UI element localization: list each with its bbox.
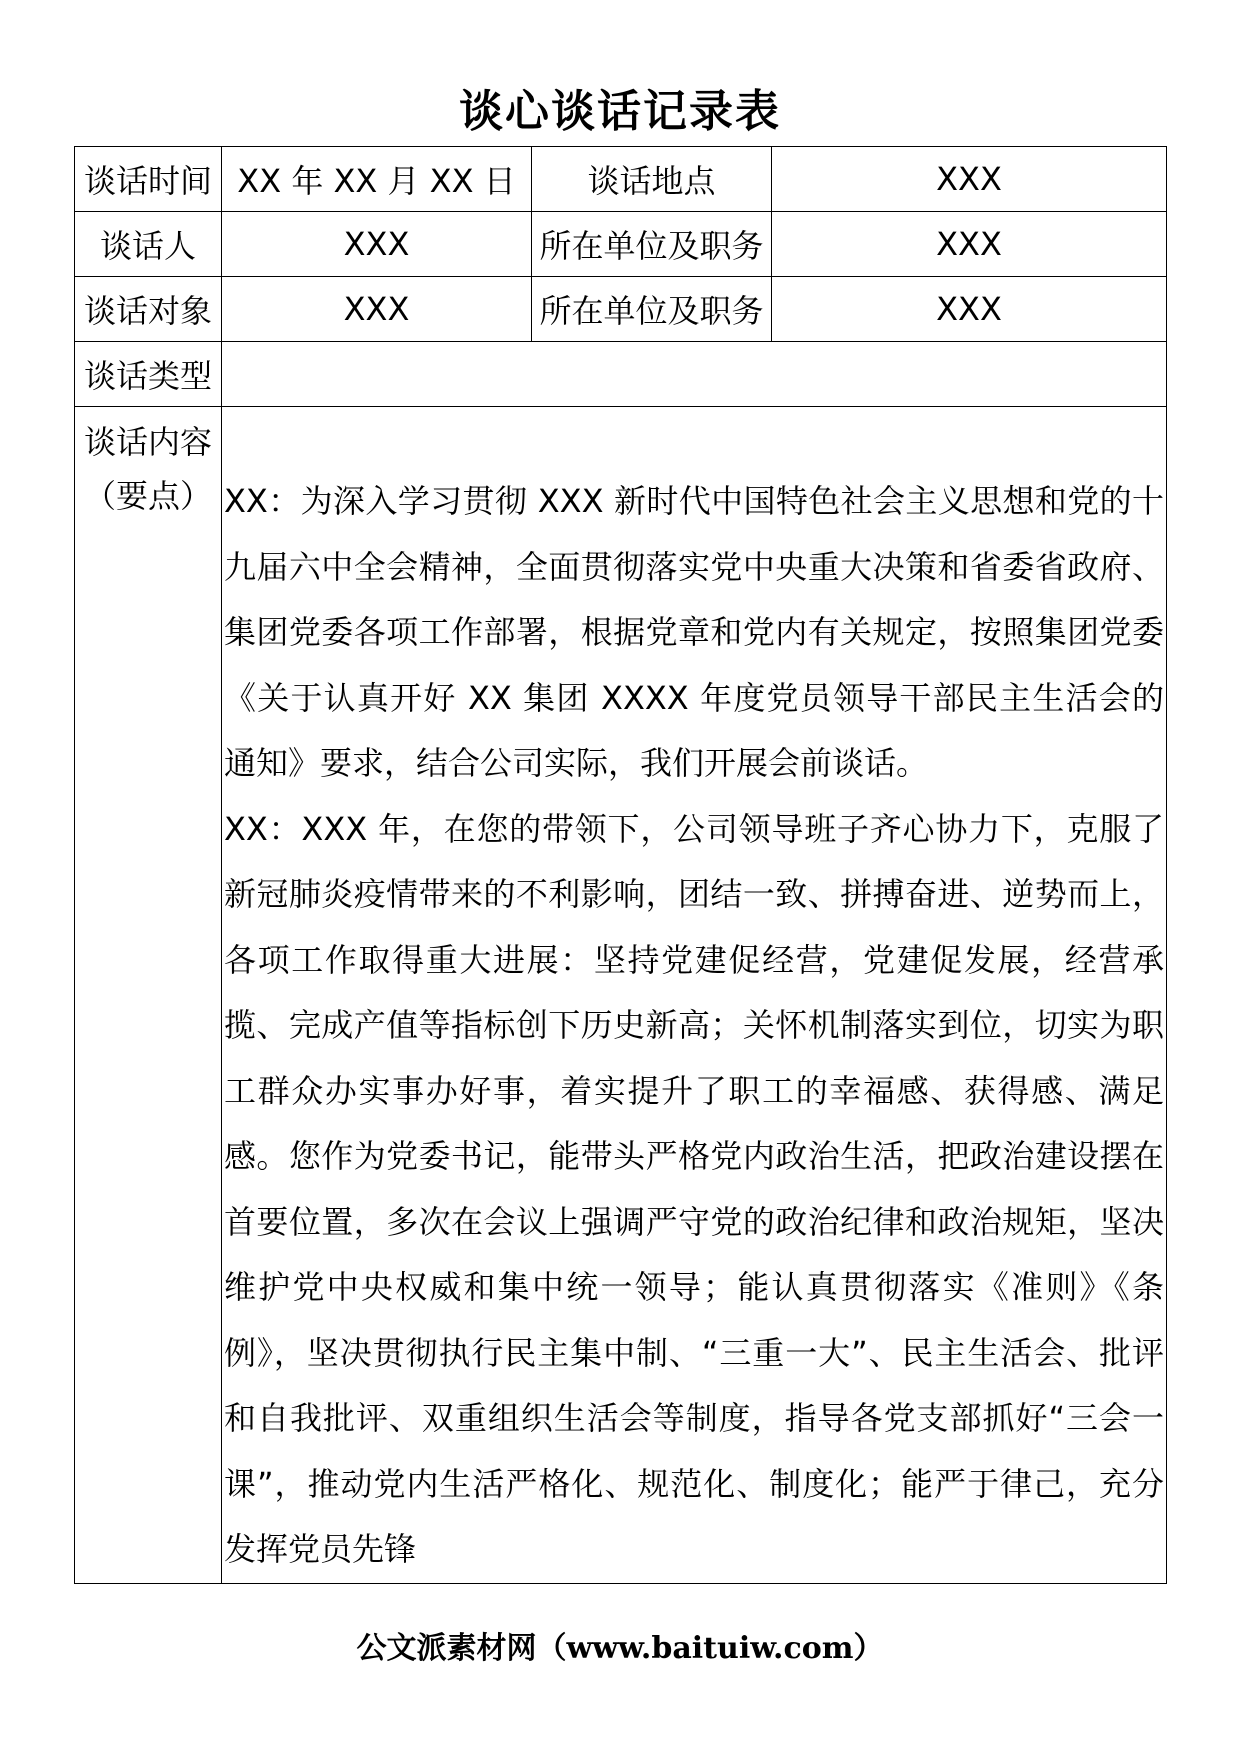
label-target-position: 所在单位及职务 [532,277,772,342]
footer-watermark: 公文派素材网（www.baituiw.com） [356,1631,884,1666]
value-target: XXX [222,277,532,342]
row-content [75,407,1167,1584]
label-talk-location: 谈话地点 [532,147,772,212]
label-talk-type: 谈话类型 [75,342,222,407]
value-talk-type [222,342,1167,407]
value-speaker-position: XXX [772,212,1167,277]
value-target-position: XXX [772,277,1167,342]
label-target: 谈话对象 [75,277,222,342]
label-speaker-position: 所在单位及职务 [532,212,772,277]
label-talk-time: 谈话时间 [75,147,222,212]
talk-content-body [222,407,1167,1584]
row-type [75,342,1167,407]
label-talk-content-line2: （要点） [83,477,212,515]
value-talk-location: XXX [772,147,1167,212]
row-speaker [75,212,1167,277]
label-talk-content [75,407,222,1584]
content-paragraph: XX：XXX 年，在您的带领下，公司领导班子齐心协力下，克服了新冠肺炎疫情带来的不利影响，团结一致、拼搏奋进、逆势而上，各项工作取得重大进展：坚持党建促经营，党建促发展，经营承揽、完成产值等指标创下历史新高；关怀机制落实到位，切实为职工群众办实事办好事，着实提升了职工的幸福感、获得感、满足感。您作为党委书记，能带头严格党内政治生活，把政治建设摆在首要位置，多次在会议上强调严守党的政治纪律和政治规矩，坚决维护党中央权威和集中统一领导；能认真贯彻落实《准则》《条例》，坚决贯彻执行民主集中制、“三重一大”、民主生活会、批评和自我批评、双重组织生活会等制度，指导各党支部抓好“三会一课”，推动党内生活严格化、规范化、制度化；能严于律己，充分发挥党员先锋 [224,809,1164,1568]
document-title: 谈心谈话记录表 [459,86,781,137]
label-speaker: 谈话人 [75,212,222,277]
content-paragraph: XX：为深入学习贯彻 XXX 新时代中国特色社会主义思想和党的十九届六中全会精神，全面贯彻落实党中央重大决策和省委省政府、集团党委各项工作部署，根据党章和党内有关规定，按照集团党委《关于认真开好 XX 集团 XXXX 年度党员领导干部民主生活会的通知》要求，结合公司实际，我们开展会前谈话。 [224,482,1164,782]
value-speaker: XXX [222,212,532,277]
value-talk-time: XX 年 XX 月 XX 日 [222,147,532,212]
row-time [75,147,1167,212]
record-table [74,146,1167,1584]
label-talk-content-line1: 谈话内容 [83,423,212,461]
row-target [75,277,1167,342]
